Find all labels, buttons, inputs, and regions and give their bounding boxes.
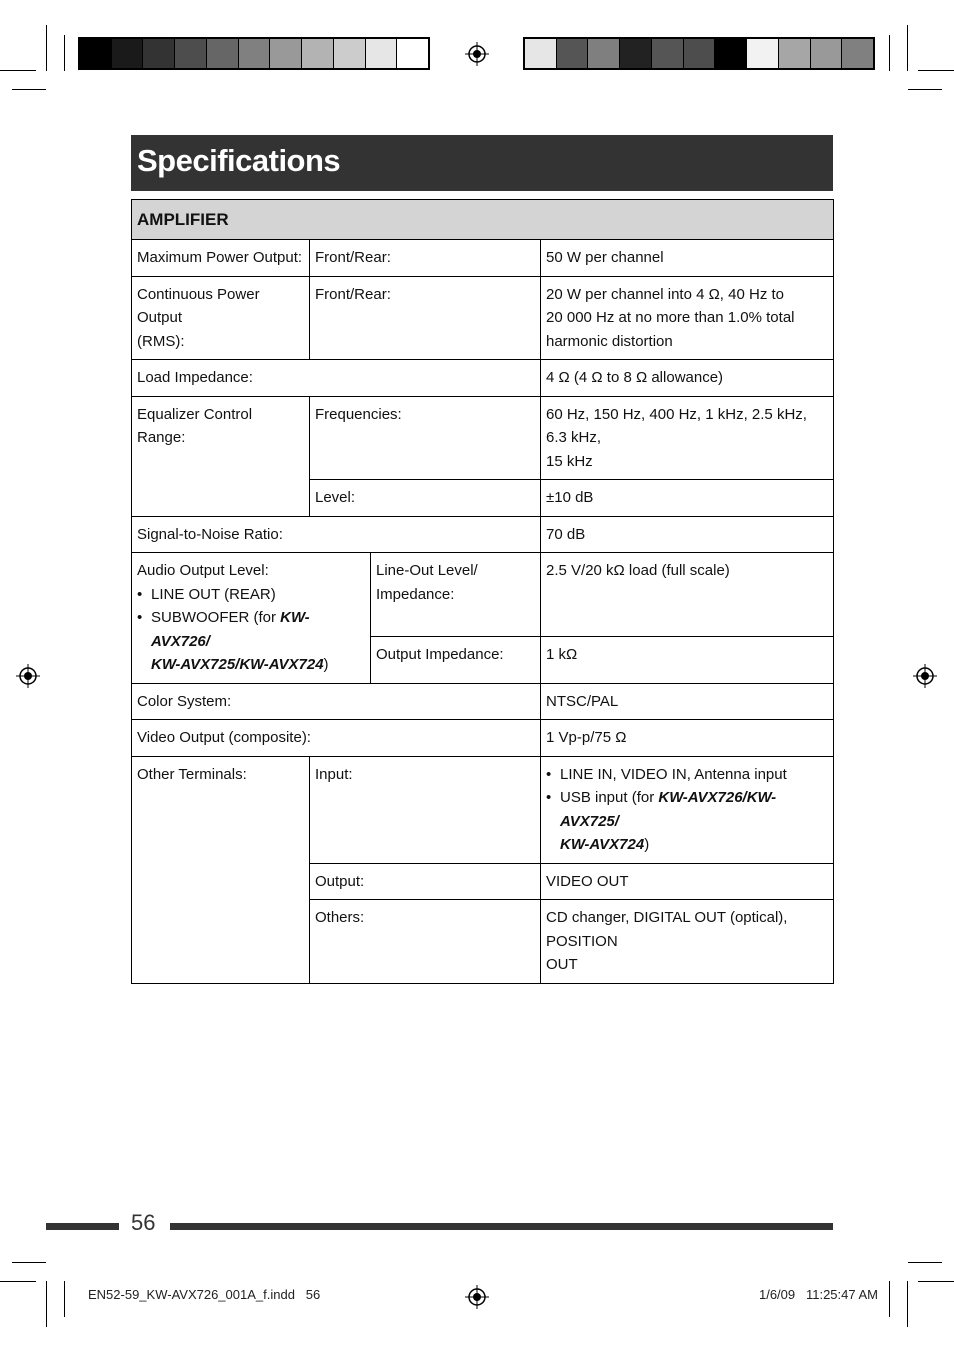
color-swatch [366, 39, 398, 68]
table-row [132, 553, 834, 637]
value-line: OUT [546, 956, 578, 973]
color-swatch [270, 39, 302, 68]
table-row [132, 360, 834, 397]
row-label: Other Terminals: [132, 756, 310, 983]
value-line: 20 000 Hz at no more than 1.0% total [546, 309, 795, 326]
list-item-text: ) [644, 836, 650, 853]
list-item-text: ) [323, 656, 329, 673]
page-title: Specifications [137, 143, 341, 178]
color-swatch [239, 39, 271, 68]
row-value: 1 kΩ [541, 636, 834, 683]
color-swatch [302, 39, 334, 68]
color-swatch [779, 39, 811, 68]
footer-rule [170, 1223, 833, 1230]
color-swatch [811, 39, 843, 68]
label-line: Audio Output Level: [137, 562, 269, 579]
value-line: 60 Hz, 150 Hz, 400 Hz, 1 kHz, 2.5 kHz, 6.3 kHz, [546, 405, 807, 446]
row-value [541, 900, 834, 984]
crop-mark [12, 1262, 46, 1263]
row-value [541, 276, 834, 360]
label-line: Continuous Power Output [137, 285, 260, 326]
list-item: • LINE OUT (REAR) [137, 583, 365, 607]
list-item [546, 786, 828, 857]
value-line: 15 kHz [546, 452, 593, 470]
row-label: Video Output (composite): [132, 720, 541, 757]
color-swatch-bar-left [78, 37, 430, 70]
color-swatch [715, 39, 747, 68]
crop-mark [889, 35, 890, 71]
table-row [132, 756, 834, 863]
row-sublabel: Output: [310, 863, 541, 900]
table-row [132, 276, 834, 360]
row-sublabel: Level: [310, 480, 541, 517]
list-item-text: USB input (for [560, 789, 659, 806]
model-number: KW-AVX726/KW-AVX725/ [560, 789, 777, 830]
row-sublabel: Others: [310, 900, 541, 984]
row-sublabel [371, 553, 541, 637]
row-value: 50 W per channel [541, 240, 834, 277]
color-swatch [842, 39, 873, 68]
crop-mark [0, 70, 36, 71]
row-value: 2.5 V/20 kΩ load (full scale) [541, 553, 834, 637]
page-number: 56 [131, 1210, 156, 1235]
row-sublabel: Front/Rear: [310, 276, 541, 360]
row-label: Maximum Power Output: [132, 240, 310, 277]
bullet-list [546, 763, 828, 857]
crop-mark [46, 1281, 47, 1327]
color-swatch [588, 39, 620, 68]
section-title: AMPLIFIER [132, 200, 834, 240]
color-swatch [747, 39, 779, 68]
registration-mark-icon [913, 664, 937, 688]
row-label: Signal-to-Noise Ratio: [132, 516, 541, 553]
row-value: 70 dB [541, 516, 834, 553]
value-line: CD changer, DIGITAL OUT (optical), POSITION [546, 909, 788, 950]
row-sublabel: Front/Rear: [310, 240, 541, 277]
row-value [541, 396, 834, 480]
color-swatch [334, 39, 366, 68]
row-label [132, 553, 371, 684]
crop-mark [908, 89, 942, 90]
color-swatch [684, 39, 716, 68]
label-line: Line-Out Level/ [376, 562, 478, 579]
bullet-list [137, 583, 365, 677]
footer-rule [46, 1223, 119, 1230]
row-label: Color System: [132, 683, 541, 720]
row-sublabel: Output Impedance: [371, 636, 541, 683]
label-line: Impedance: [376, 585, 455, 603]
color-swatch [175, 39, 207, 68]
row-value: 1 Vp-p/75 Ω [541, 720, 834, 757]
crop-mark [907, 1281, 908, 1327]
crop-mark [918, 1281, 954, 1282]
crop-mark [64, 1281, 65, 1317]
crop-mark [12, 89, 46, 90]
table-row [132, 720, 834, 757]
crop-mark [907, 25, 908, 71]
table-row [132, 240, 834, 277]
row-value [541, 756, 834, 863]
table-row [132, 516, 834, 553]
color-swatch [207, 39, 239, 68]
row-value: NTSC/PAL [541, 683, 834, 720]
list-item-text: SUBWOOFER (for [151, 609, 281, 626]
crop-mark [64, 35, 65, 71]
color-swatch [620, 39, 652, 68]
model-number: KW-AVX725/KW-AVX724 [151, 656, 324, 673]
color-swatch [397, 39, 428, 68]
crop-mark [918, 70, 954, 71]
row-sublabel: Frequencies: [310, 396, 541, 480]
row-label: Load Impedance: [132, 360, 541, 397]
crop-mark [908, 1262, 942, 1263]
title-bar [131, 135, 833, 191]
color-swatch [143, 39, 175, 68]
list-item [137, 606, 365, 677]
registration-mark-icon [465, 42, 489, 66]
color-swatch [652, 39, 684, 68]
row-value: ±10 dB [541, 480, 834, 517]
color-swatch-bar-right [523, 37, 875, 70]
table-row [132, 683, 834, 720]
list-item: • LINE IN, VIDEO IN, Antenna input [546, 763, 828, 787]
section-header-row [132, 200, 834, 240]
registration-mark-icon [16, 664, 40, 688]
color-swatch [112, 39, 144, 68]
color-swatch [80, 39, 112, 68]
color-swatch [557, 39, 589, 68]
value-line: harmonic distortion [546, 332, 673, 350]
crop-mark [46, 25, 47, 71]
row-value: 4 Ω (4 Ω to 8 Ω allowance) [541, 360, 834, 397]
label-line: (RMS): [137, 332, 185, 350]
registration-mark-icon [465, 1285, 489, 1309]
model-number: KW-AVX724 [560, 836, 645, 853]
file-slug: EN52-59_KW-AVX726_001A_f.indd 56 [88, 1287, 321, 1302]
table-row [132, 396, 834, 480]
model-number: KW-AVX726/ [151, 609, 310, 650]
row-label: Equalizer Control Range: [132, 396, 310, 516]
value-line: 20 W per channel into 4 Ω, 40 Hz to [546, 285, 785, 303]
crop-mark [889, 1281, 890, 1317]
row-sublabel: Input: [310, 756, 541, 863]
row-label [132, 276, 310, 360]
crop-mark [0, 1281, 36, 1282]
color-swatch [525, 39, 557, 68]
row-value: VIDEO OUT [541, 863, 834, 900]
specifications-table [131, 199, 834, 984]
date-time-slug: 1/6/09 11:25:47 AM [758, 1287, 878, 1302]
